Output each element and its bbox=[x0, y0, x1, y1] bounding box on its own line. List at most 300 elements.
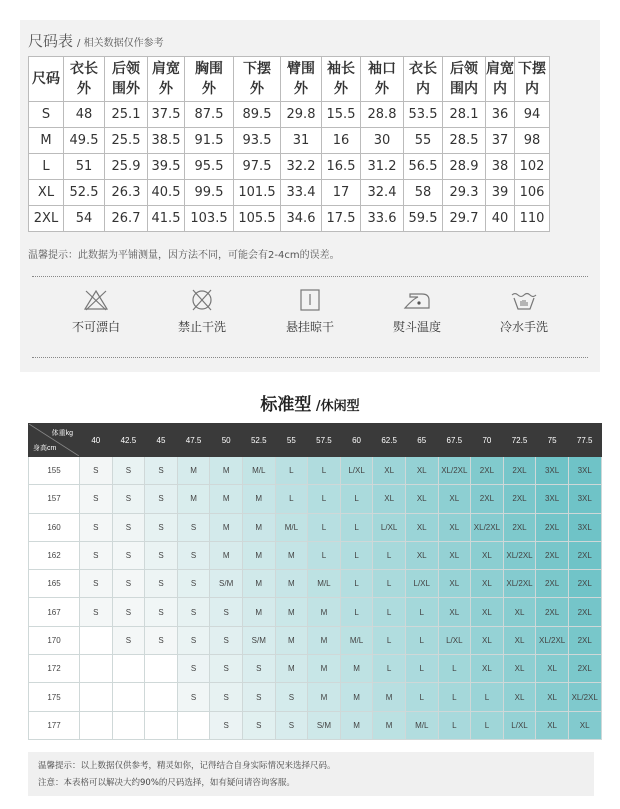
size-cell: 2XL bbox=[471, 485, 504, 513]
size-cell: M bbox=[275, 626, 308, 654]
size-cell: S/M bbox=[210, 570, 243, 598]
size-value: 99.5 bbox=[185, 180, 234, 206]
size-value: 89.5 bbox=[234, 102, 281, 128]
care-label: 冷水手洗 bbox=[499, 320, 548, 334]
size-cell: S bbox=[242, 711, 275, 739]
size-value: 51 bbox=[64, 154, 105, 180]
size-table bbox=[28, 56, 550, 232]
notes-box bbox=[28, 752, 594, 796]
height-axis-label: 身高cm bbox=[33, 445, 57, 452]
size-label: S bbox=[29, 102, 64, 128]
size-label: M bbox=[29, 128, 64, 154]
height-label: 172 bbox=[29, 655, 80, 683]
size-value: 56.5 bbox=[404, 154, 443, 180]
size-value: 28.8 bbox=[361, 102, 404, 128]
size-cell: 2XL bbox=[503, 457, 536, 485]
size-table-header: 尺码 bbox=[29, 57, 64, 102]
size-value: 28.5 bbox=[443, 128, 486, 154]
size-cell: L/XL bbox=[373, 513, 406, 541]
size-value: 52.5 bbox=[64, 180, 105, 206]
size-table-header: 衣长 外 bbox=[64, 57, 105, 102]
size-cell: XL bbox=[471, 570, 504, 598]
size-cell: S bbox=[210, 655, 243, 683]
dotted-divider-top bbox=[32, 276, 588, 277]
size-chart-title bbox=[28, 30, 164, 51]
size-cell: L bbox=[373, 541, 406, 569]
size-table-header: 下摆 内 bbox=[515, 57, 550, 102]
size-cell: S bbox=[80, 513, 113, 541]
weight-header: 50 bbox=[210, 424, 243, 457]
size-cell: M bbox=[242, 598, 275, 626]
size-cell: XL bbox=[568, 711, 601, 739]
size-cell: M bbox=[373, 711, 406, 739]
size-cell: M bbox=[177, 485, 210, 513]
size-cell: S bbox=[275, 683, 308, 711]
weight-header: 72.5 bbox=[503, 424, 536, 457]
size-cell: S bbox=[210, 598, 243, 626]
size-chart-panel bbox=[20, 20, 600, 372]
size-cell bbox=[145, 683, 178, 711]
size-value: 59.5 bbox=[404, 206, 443, 232]
table-row bbox=[29, 683, 602, 711]
size-cell: S bbox=[80, 598, 113, 626]
table-row bbox=[29, 128, 550, 154]
size-cell: 2XL bbox=[568, 655, 601, 683]
recommend-title bbox=[0, 390, 620, 415]
size-value: 39 bbox=[486, 180, 515, 206]
size-cell: S bbox=[145, 513, 178, 541]
size-cell: XL bbox=[503, 655, 536, 683]
size-value: 93.5 bbox=[234, 128, 281, 154]
size-table-header: 后领 围内 bbox=[443, 57, 486, 102]
weight-header: 52.5 bbox=[242, 424, 275, 457]
measure-tip: 温馨提示：此数据为平铺测量，因方法不同，可能会有2-4cm的误差。 bbox=[28, 250, 340, 261]
table-row bbox=[29, 655, 602, 683]
table-row bbox=[29, 541, 602, 569]
size-cell: XL bbox=[471, 655, 504, 683]
size-cell bbox=[112, 683, 145, 711]
table-corner bbox=[29, 424, 80, 457]
size-cell: S bbox=[177, 683, 210, 711]
table-row bbox=[29, 180, 550, 206]
size-value: 58 bbox=[404, 180, 443, 206]
size-recommendation-grid bbox=[28, 423, 602, 740]
size-cell: 2XL bbox=[568, 626, 601, 654]
table-row bbox=[29, 711, 602, 739]
size-cell bbox=[80, 655, 113, 683]
height-label: 167 bbox=[29, 598, 80, 626]
size-cell: L bbox=[373, 655, 406, 683]
care-item-cold-hand-wash bbox=[479, 288, 569, 335]
size-table-header: 肩宽 内 bbox=[486, 57, 515, 102]
size-cell: 2XL bbox=[568, 570, 601, 598]
size-cell: S bbox=[145, 598, 178, 626]
table-row bbox=[29, 626, 602, 654]
size-cell: L bbox=[373, 570, 406, 598]
size-cell: M/L bbox=[340, 626, 373, 654]
size-cell: L bbox=[308, 485, 341, 513]
cold-hand-wash-icon bbox=[510, 288, 538, 312]
size-value: 103.5 bbox=[185, 206, 234, 232]
care-label: 不可漂白 bbox=[71, 320, 120, 334]
care-item-iron-temperature bbox=[372, 288, 462, 335]
size-value: 40.5 bbox=[148, 180, 185, 206]
size-cell: S bbox=[210, 711, 243, 739]
height-label: 160 bbox=[29, 513, 80, 541]
weight-header: 45 bbox=[145, 424, 178, 457]
size-value: 37.5 bbox=[148, 102, 185, 128]
weight-header: 60 bbox=[340, 424, 373, 457]
title-subtitle: / 相关数据仅作参考 bbox=[77, 38, 164, 49]
size-cell: XL bbox=[438, 598, 471, 626]
size-cell: L bbox=[438, 683, 471, 711]
size-value: 25.5 bbox=[105, 128, 148, 154]
size-cell: S bbox=[177, 655, 210, 683]
size-label: L bbox=[29, 154, 64, 180]
size-cell: S bbox=[145, 457, 178, 485]
size-cell bbox=[80, 683, 113, 711]
iron-temperature-icon bbox=[402, 288, 432, 312]
size-table-header: 衣长 内 bbox=[404, 57, 443, 102]
size-cell: M bbox=[308, 598, 341, 626]
weight-header: 67.5 bbox=[438, 424, 471, 457]
size-cell: M bbox=[308, 626, 341, 654]
size-cell: 2XL bbox=[536, 570, 569, 598]
size-cell: M bbox=[340, 655, 373, 683]
size-table-header: 臂围 外 bbox=[281, 57, 322, 102]
size-value: 33.4 bbox=[281, 180, 322, 206]
table-row bbox=[29, 598, 602, 626]
size-cell: XL bbox=[471, 541, 504, 569]
size-cell: 2XL bbox=[568, 541, 601, 569]
weight-header: 42.5 bbox=[112, 424, 145, 457]
size-cell: XL/2XL bbox=[438, 457, 471, 485]
size-cell: S bbox=[177, 541, 210, 569]
size-cell: 2XL bbox=[568, 598, 601, 626]
size-cell: M/L bbox=[242, 457, 275, 485]
size-value: 26.7 bbox=[105, 206, 148, 232]
size-cell: XL bbox=[405, 541, 438, 569]
size-cell: M bbox=[210, 513, 243, 541]
size-value: 16 bbox=[322, 128, 361, 154]
size-value: 16.5 bbox=[322, 154, 361, 180]
size-table-header: 袖长 外 bbox=[322, 57, 361, 102]
size-value: 17 bbox=[322, 180, 361, 206]
size-value: 94 bbox=[515, 102, 550, 128]
size-cell: L bbox=[340, 541, 373, 569]
size-cell: L bbox=[438, 711, 471, 739]
size-cell: XL bbox=[405, 457, 438, 485]
size-cell: S/M bbox=[308, 711, 341, 739]
size-cell: XL/2XL bbox=[568, 683, 601, 711]
weight-header: 70 bbox=[471, 424, 504, 457]
size-cell: S bbox=[242, 683, 275, 711]
care-item-no-dry-clean bbox=[157, 288, 247, 335]
size-value: 30 bbox=[361, 128, 404, 154]
size-value: 34.6 bbox=[281, 206, 322, 232]
size-value: 25.1 bbox=[105, 102, 148, 128]
size-table-header: 胸围 外 bbox=[185, 57, 234, 102]
size-cell: L bbox=[373, 598, 406, 626]
size-value: 110 bbox=[515, 206, 550, 232]
care-label: 禁止干洗 bbox=[177, 320, 226, 334]
size-value: 98 bbox=[515, 128, 550, 154]
size-value: 31.2 bbox=[361, 154, 404, 180]
size-value: 54 bbox=[64, 206, 105, 232]
table-row bbox=[29, 570, 602, 598]
size-value: 29.7 bbox=[443, 206, 486, 232]
height-label: 165 bbox=[29, 570, 80, 598]
table-row bbox=[29, 485, 602, 513]
size-value: 28.9 bbox=[443, 154, 486, 180]
size-cell: M bbox=[242, 513, 275, 541]
size-label: XL bbox=[29, 180, 64, 206]
size-value: 105.5 bbox=[234, 206, 281, 232]
size-value: 15.5 bbox=[322, 102, 361, 128]
size-cell bbox=[80, 626, 113, 654]
size-cell: L bbox=[340, 513, 373, 541]
size-value: 29.3 bbox=[443, 180, 486, 206]
size-cell: 2XL bbox=[503, 513, 536, 541]
size-cell: L bbox=[471, 711, 504, 739]
size-cell bbox=[177, 711, 210, 739]
size-table-header: 下摆 外 bbox=[234, 57, 281, 102]
size-table-header: 肩宽 外 bbox=[148, 57, 185, 102]
size-cell: S bbox=[112, 570, 145, 598]
note-line-2: 注意：本表格可以解决大约90%的尺码选择，如有疑问请咨询客服。 bbox=[38, 778, 295, 788]
size-cell: 2XL bbox=[471, 457, 504, 485]
table-row bbox=[29, 206, 550, 232]
size-cell: S bbox=[210, 626, 243, 654]
size-cell: XL bbox=[536, 711, 569, 739]
size-table-header: 袖口 外 bbox=[361, 57, 404, 102]
size-cell bbox=[112, 711, 145, 739]
size-cell: S bbox=[112, 457, 145, 485]
size-cell: S bbox=[210, 683, 243, 711]
size-cell: M bbox=[308, 683, 341, 711]
size-value: 17.5 bbox=[322, 206, 361, 232]
size-cell: S bbox=[145, 485, 178, 513]
recommend-title-main: 标准型 bbox=[260, 395, 312, 415]
size-cell: L/XL bbox=[438, 626, 471, 654]
size-cell: XL bbox=[536, 683, 569, 711]
size-cell: M bbox=[308, 655, 341, 683]
table-row bbox=[29, 513, 602, 541]
size-label: 2XL bbox=[29, 206, 64, 232]
size-cell: L bbox=[308, 541, 341, 569]
size-cell: S bbox=[112, 513, 145, 541]
size-value: 106 bbox=[515, 180, 550, 206]
size-value: 25.9 bbox=[105, 154, 148, 180]
size-cell: M bbox=[373, 683, 406, 711]
size-cell: XL bbox=[503, 626, 536, 654]
no-bleach-icon bbox=[83, 288, 109, 312]
size-cell: XL bbox=[405, 513, 438, 541]
size-value: 41.5 bbox=[148, 206, 185, 232]
note-line-1: 温馨提示：以上数据仅供参考，精灵如你，记得结合自身实际情况来选择尺码。 bbox=[38, 761, 336, 771]
size-value: 32.2 bbox=[281, 154, 322, 180]
size-cell: S bbox=[80, 541, 113, 569]
size-cell: 3XL bbox=[536, 457, 569, 485]
size-cell: M bbox=[340, 711, 373, 739]
recommendation-table bbox=[28, 423, 602, 740]
size-cell: XL bbox=[503, 683, 536, 711]
size-cell: S bbox=[177, 513, 210, 541]
size-cell: 2XL bbox=[536, 513, 569, 541]
size-cell: L/XL bbox=[405, 570, 438, 598]
size-cell: L/XL bbox=[503, 711, 536, 739]
weight-header: 77.5 bbox=[568, 424, 601, 457]
size-value: 49.5 bbox=[64, 128, 105, 154]
size-cell: M bbox=[242, 541, 275, 569]
size-cell: 3XL bbox=[568, 513, 601, 541]
size-cell: XL bbox=[373, 485, 406, 513]
size-cell: XL/2XL bbox=[471, 513, 504, 541]
care-item-no-bleach bbox=[51, 288, 141, 335]
size-cell: L bbox=[471, 683, 504, 711]
height-label: 177 bbox=[29, 711, 80, 739]
size-cell: M bbox=[242, 485, 275, 513]
height-label: 170 bbox=[29, 626, 80, 654]
size-cell: L bbox=[405, 598, 438, 626]
size-value: 48 bbox=[64, 102, 105, 128]
size-cell: 3XL bbox=[568, 485, 601, 513]
size-value: 36 bbox=[486, 102, 515, 128]
size-cell: L bbox=[405, 626, 438, 654]
care-instructions bbox=[20, 288, 600, 348]
weight-header: 55 bbox=[275, 424, 308, 457]
size-value: 31 bbox=[281, 128, 322, 154]
size-cell: 3XL bbox=[536, 485, 569, 513]
size-cell: S bbox=[112, 598, 145, 626]
table-row bbox=[29, 154, 550, 180]
size-cell bbox=[80, 711, 113, 739]
size-cell: 3XL bbox=[568, 457, 601, 485]
size-cell: XL bbox=[536, 655, 569, 683]
size-cell: L bbox=[340, 598, 373, 626]
size-cell: L bbox=[438, 655, 471, 683]
size-cell: L bbox=[308, 457, 341, 485]
size-cell: M bbox=[340, 683, 373, 711]
dotted-divider-bottom bbox=[32, 357, 588, 358]
hang-dry-icon bbox=[297, 288, 323, 312]
size-cell: S bbox=[112, 485, 145, 513]
size-value: 53.5 bbox=[404, 102, 443, 128]
weight-header: 62.5 bbox=[373, 424, 406, 457]
size-cell: 2XL bbox=[536, 598, 569, 626]
table-row bbox=[29, 102, 550, 128]
size-cell: XL bbox=[503, 598, 536, 626]
size-value: 55 bbox=[404, 128, 443, 154]
no-dry-clean-icon bbox=[189, 288, 215, 312]
size-cell: M bbox=[275, 570, 308, 598]
size-cell: XL bbox=[438, 485, 471, 513]
size-value: 91.5 bbox=[185, 128, 234, 154]
size-cell: S bbox=[80, 485, 113, 513]
size-cell: M bbox=[275, 541, 308, 569]
size-cell: XL bbox=[405, 485, 438, 513]
size-cell: S bbox=[242, 655, 275, 683]
size-cell bbox=[145, 711, 178, 739]
table-row bbox=[29, 457, 602, 485]
size-cell: M/L bbox=[405, 711, 438, 739]
size-cell: M bbox=[275, 598, 308, 626]
size-value: 26.3 bbox=[105, 180, 148, 206]
size-cell: S bbox=[275, 711, 308, 739]
height-label: 162 bbox=[29, 541, 80, 569]
weight-axis-label: 体重kg bbox=[51, 430, 73, 437]
weight-header: 65 bbox=[405, 424, 438, 457]
size-value: 29.8 bbox=[281, 102, 322, 128]
size-value: 28.1 bbox=[443, 102, 486, 128]
height-label: 155 bbox=[29, 457, 80, 485]
size-cell: XL bbox=[438, 513, 471, 541]
size-cell: S bbox=[177, 598, 210, 626]
size-cell: XL bbox=[471, 598, 504, 626]
size-value: 38 bbox=[486, 154, 515, 180]
weight-header: 57.5 bbox=[308, 424, 341, 457]
size-cell: M bbox=[242, 570, 275, 598]
size-cell: S bbox=[80, 570, 113, 598]
care-item-hang-dry bbox=[265, 288, 355, 335]
size-value: 101.5 bbox=[234, 180, 281, 206]
size-value: 39.5 bbox=[148, 154, 185, 180]
size-cell: M bbox=[177, 457, 210, 485]
size-value: 40 bbox=[486, 206, 515, 232]
size-cell: S/M bbox=[242, 626, 275, 654]
size-cell: L/XL bbox=[340, 457, 373, 485]
size-cell: XL bbox=[438, 570, 471, 598]
height-label: 157 bbox=[29, 485, 80, 513]
size-cell: L bbox=[340, 485, 373, 513]
size-cell: L bbox=[340, 570, 373, 598]
size-cell: M bbox=[210, 541, 243, 569]
size-value: 95.5 bbox=[185, 154, 234, 180]
size-cell: L bbox=[405, 683, 438, 711]
size-cell bbox=[145, 655, 178, 683]
weight-header: 40 bbox=[80, 424, 113, 457]
size-cell: S bbox=[145, 570, 178, 598]
weight-header: 47.5 bbox=[177, 424, 210, 457]
size-value: 37 bbox=[486, 128, 515, 154]
weight-header: 75 bbox=[536, 424, 569, 457]
size-cell: M/L bbox=[308, 570, 341, 598]
size-cell: XL/2XL bbox=[536, 626, 569, 654]
size-cell: L bbox=[275, 457, 308, 485]
size-cell: M bbox=[210, 457, 243, 485]
size-value: 33.6 bbox=[361, 206, 404, 232]
size-cell bbox=[112, 655, 145, 683]
size-cell: XL bbox=[471, 626, 504, 654]
size-value: 87.5 bbox=[185, 102, 234, 128]
size-cell: M bbox=[210, 485, 243, 513]
size-cell: L bbox=[405, 655, 438, 683]
size-table-header-row bbox=[29, 57, 550, 102]
size-cell: L bbox=[373, 626, 406, 654]
size-cell: S bbox=[112, 541, 145, 569]
size-cell: S bbox=[177, 626, 210, 654]
care-label: 悬挂晾干 bbox=[285, 320, 334, 334]
size-cell: L bbox=[308, 513, 341, 541]
size-value: 38.5 bbox=[148, 128, 185, 154]
size-cell: XL/2XL bbox=[503, 570, 536, 598]
title-text: 尺码表 bbox=[28, 32, 74, 50]
size-cell: S bbox=[177, 570, 210, 598]
size-table-header: 后领 围外 bbox=[105, 57, 148, 102]
size-cell: S bbox=[112, 626, 145, 654]
size-cell: M bbox=[275, 655, 308, 683]
size-value: 102 bbox=[515, 154, 550, 180]
